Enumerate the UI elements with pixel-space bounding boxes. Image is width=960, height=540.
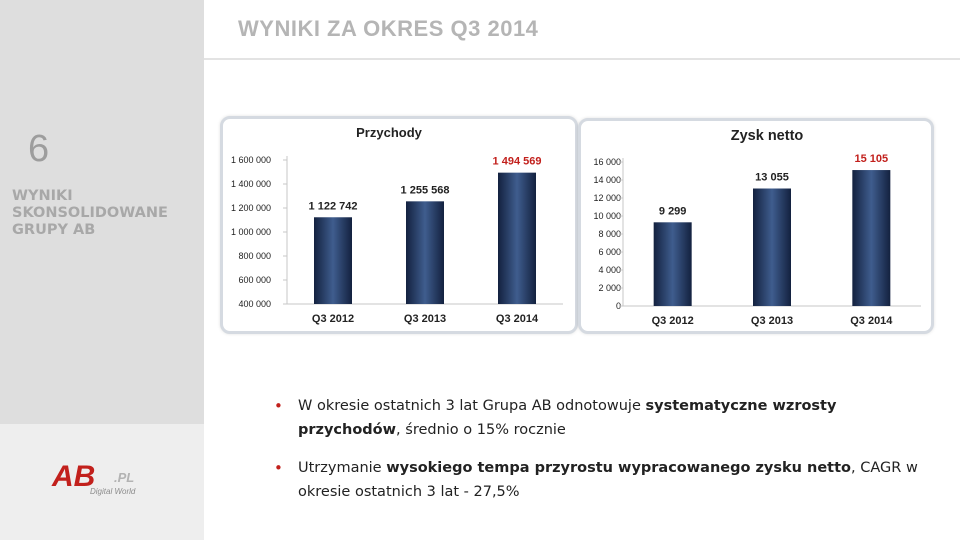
bullet-text-bold: systematyczne wzrosty przychodów — [298, 398, 837, 438]
bullet-text-bold: wysokiego tempa przyrostu wypracowanego zysku netto — [386, 460, 852, 476]
bullet-marker: • — [274, 397, 283, 415]
page-number: 6 — [28, 128, 50, 170]
revenue-chart-panel — [220, 116, 578, 334]
bar — [406, 201, 444, 304]
x-tick-label: Q3 2014 — [495, 313, 539, 325]
x-tick-label: Q3 2014 — [850, 315, 893, 327]
x-tick-label: Q3 2013 — [750, 315, 794, 327]
bullet-marker: • — [274, 459, 283, 477]
x-tick-label: Q3 2012 — [651, 315, 694, 327]
bullet-profit-growth — [274, 456, 934, 504]
data-label: 13 055 — [755, 171, 789, 184]
bar — [654, 222, 692, 306]
bullet-text: , średnio o 15% rocznie — [396, 422, 566, 438]
y-tick-label: 1 400 000 — [230, 179, 271, 189]
section-title-line: SKONSOLIDOWANE — [12, 205, 168, 221]
y-tick-label: 6 000 — [598, 247, 621, 257]
section-title — [12, 188, 202, 239]
section-title-line: GRUPY AB — [12, 222, 96, 238]
bar — [852, 170, 890, 306]
summary-bullets — [274, 394, 934, 504]
chart-title: Przychody — [356, 125, 422, 140]
bar — [498, 173, 536, 304]
company-logo — [50, 458, 160, 496]
net-profit-chart — [581, 121, 931, 331]
y-tick-label: 14 000 — [593, 175, 621, 185]
logo-tagline: Digital World — [90, 487, 136, 496]
bullet-text: , CAGR w okresie ostatnich 3 lat - 27,5% — [298, 460, 918, 500]
page-title: WYNIKI ZA OKRES Q3 2014 — [238, 16, 539, 41]
y-tick-label: 12 000 — [593, 193, 621, 203]
x-tick-label: Q3 2012 — [311, 313, 355, 325]
section-title-line: WYNIKI — [12, 188, 73, 204]
y-tick-label: 800 000 — [238, 251, 271, 261]
logo-mark: AB — [52, 460, 96, 493]
data-label: 15 105 — [854, 153, 889, 166]
y-tick-label: 2 000 — [598, 283, 621, 293]
data-label: 1 255 568 — [400, 184, 450, 197]
y-tick-label: 400 000 — [238, 299, 271, 309]
x-tick-label: Q3 2013 — [403, 313, 447, 325]
bar — [753, 189, 791, 306]
y-tick-label: 1 200 000 — [230, 203, 271, 213]
logo-suffix: .PL — [114, 470, 135, 485]
y-tick-label: 8 000 — [598, 229, 621, 239]
y-tick-label: 16 000 — [593, 157, 621, 167]
chart-title: Zysk netto — [730, 128, 804, 144]
bullet-text: Utrzymanie — [298, 460, 387, 476]
revenue-chart — [223, 119, 575, 331]
data-label: 9 299 — [658, 205, 687, 218]
y-tick-label: 10 000 — [593, 211, 621, 221]
data-label: 1 122 742 — [308, 200, 358, 213]
y-tick-label: 0 — [615, 301, 621, 311]
y-tick-label: 600 000 — [238, 275, 271, 285]
y-tick-label: 4 000 — [598, 265, 621, 275]
data-label: 1 494 569 — [492, 155, 542, 168]
bar — [314, 217, 352, 304]
bullet-text: W okresie ostatnich 3 lat Grupa AB odnotowuje — [298, 398, 646, 414]
y-tick-label: 1 000 000 — [230, 227, 271, 237]
y-tick-label: 1 600 000 — [230, 155, 271, 165]
bullet-revenue-growth — [274, 394, 934, 442]
net-profit-chart-panel — [578, 118, 934, 334]
